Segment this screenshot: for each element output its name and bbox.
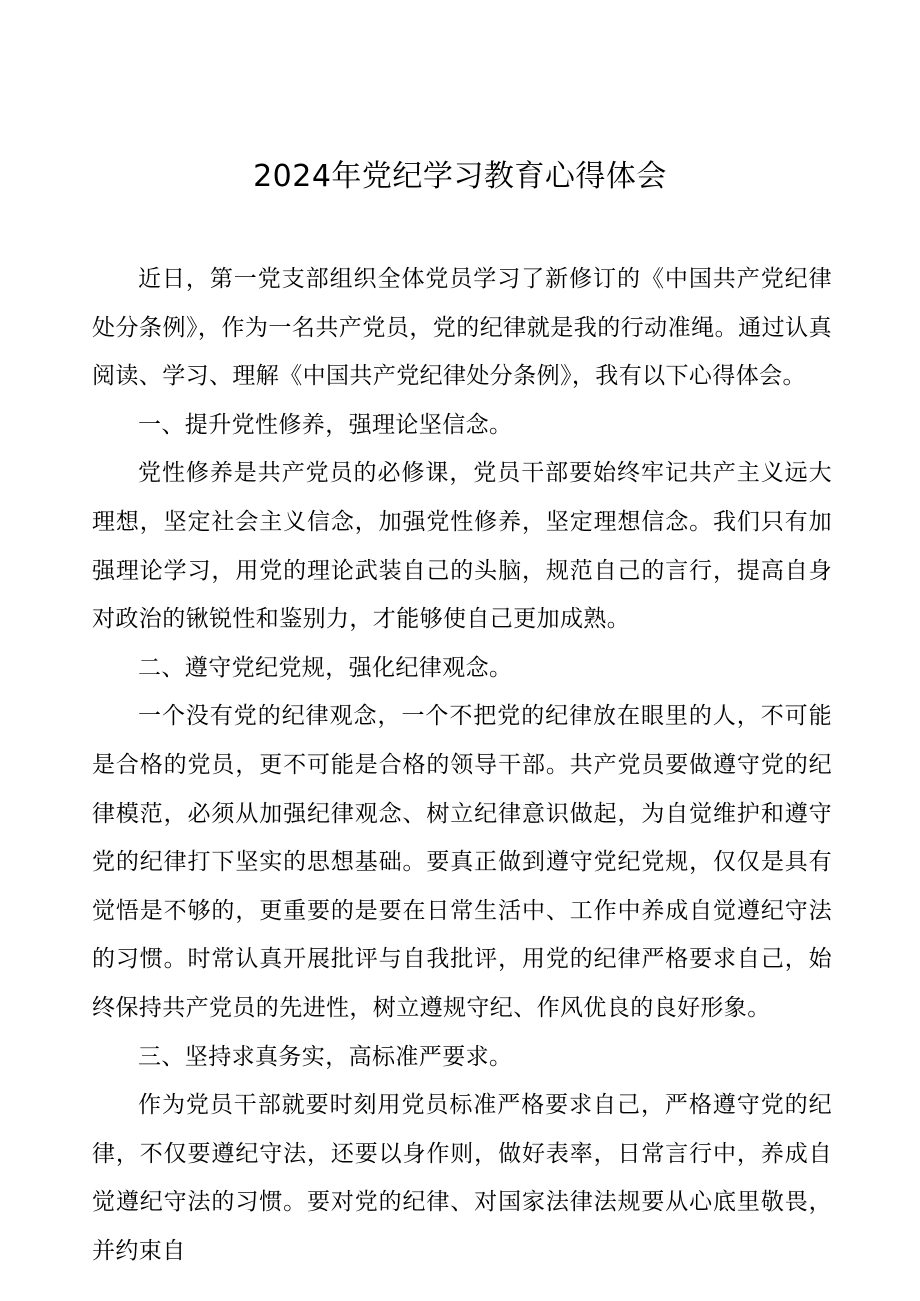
section-heading-1: 一、提升党性修养，强理论坚信念。 <box>138 411 513 438</box>
document-title: 2024年党纪学习教育心得体会 <box>253 159 667 194</box>
document-body <box>92 255 832 1275</box>
paragraph-section-2: 一个没有党的纪律观念，一个不把党的纪律放在眼里的人，不可能是合格的党员，更不可能是合格的领导干部。共产党员要做遵守党的纪律模范，必须从加强纪律观念、树立纪律意识做起，为自觉维护和遵守党的纪律打下坚实的思想基础。要真正做到遵守党纪党规，仅仅是具有觉悟是不够的，更重要的是要在日常生活中、工作中养成自觉遵纪守法的习惯。时常认真开展批评与自我批评，用党的纪律严格要求自己，始终保持共产党员的先进性，树立遵规守纪、作风优良的良好形象。 <box>92 703 832 1021</box>
section-heading-3: 三、坚持求真务实，高标准严要求。 <box>138 1043 513 1070</box>
paragraph-section-3: 作为党员干部就要时刻用党员标准严格要求自己，严格遵守党的纪律，不仅要遵纪守法，还要以身作则，做好表率，日常言行中，养成自觉遵纪守法的习惯。要对党的纪律、对国家法律法规要从心底里敬畏，并约束自 <box>92 1092 832 1264</box>
section-heading-2: 二、遵守党纪党规，强化纪律观念。 <box>138 654 513 681</box>
paragraph-section-1: 党性修养是共产党员的必修课，党员干部要始终牢记共产主义远大理想，坚定社会主义信念，加强党性修养，坚定理想信念。我们只有加强理论学习，用党的理论武装自己的头脑，规范自己的言行，提高自身对政治的锹锐性和鉴别力，才能够使自己更加成熟。 <box>92 460 832 633</box>
paragraph-intro: 近日，第一党支部组织全体党员学习了新修订的《中国共产党纪律处分条例》，作为一名共产党员，党的纪律就是我的行动准绳。通过认真阅读、学习、理解《中国共产党纪律处分条例》，我有以下心得体会。 <box>92 266 832 390</box>
